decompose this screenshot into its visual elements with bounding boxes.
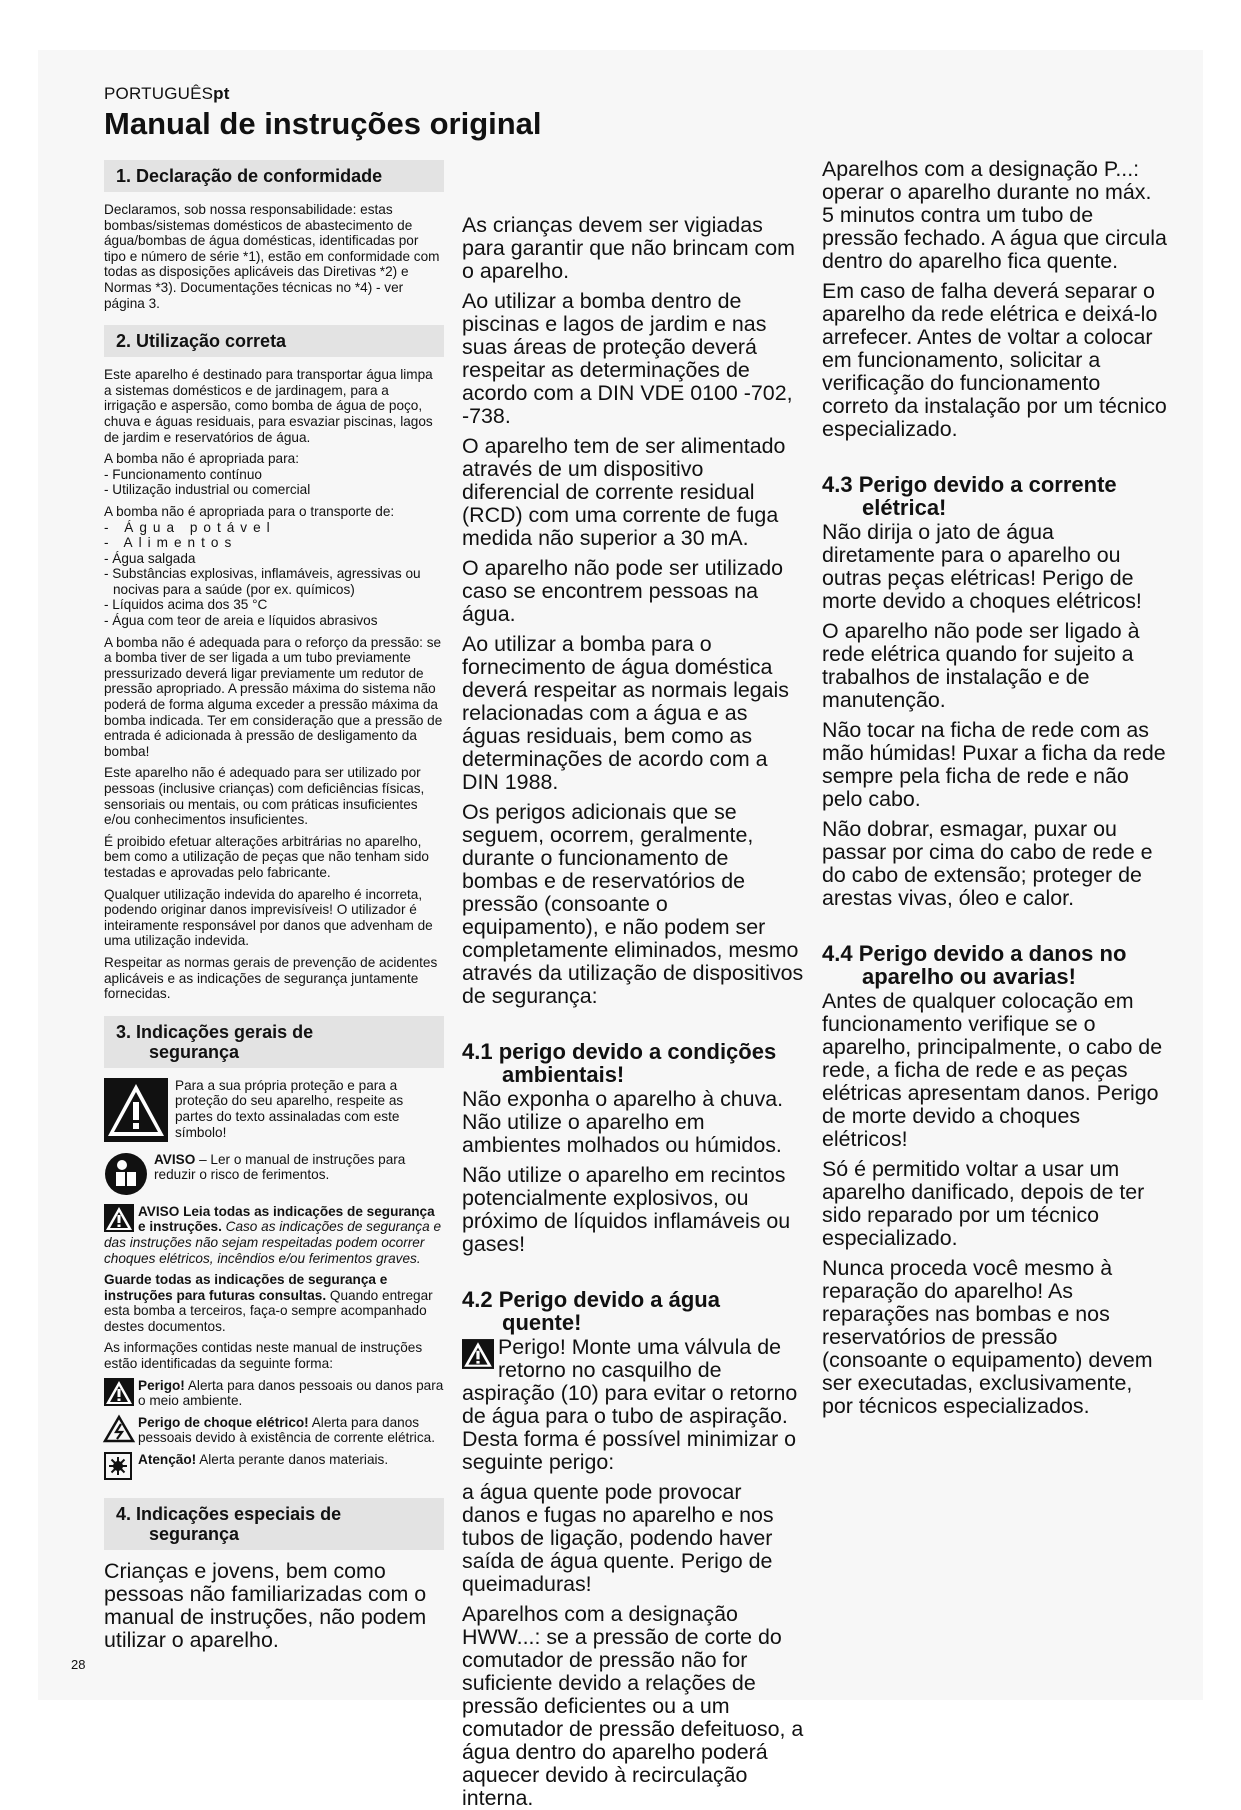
- s43-p2: O aparelho não pode ser ligado à rede elétrica quando for sujeito a trabalhos de instalação e de manutenção.: [822, 619, 1140, 712]
- column-1: [104, 160, 444, 1652]
- choque-note: Perigo de choque elétrico! Alerta para danos pessoais devido à existência de corrente elétrica.: [104, 1415, 444, 1446]
- danger-icon: [462, 1339, 494, 1369]
- aviso-note: [104, 1152, 444, 1196]
- atencao-note: Atenção! Alerta perante danos materiais.: [104, 1452, 444, 1468]
- list-item: - Líquidos acima dos 35 °C: [104, 597, 268, 613]
- column-2: [462, 158, 804, 1810]
- list-item: - Alimentos: [104, 535, 238, 551]
- language-label: PORTUGUÊSpt: [104, 84, 230, 103]
- s44-p3: Nunca proceda você mesmo à reparação do aparelho! As reparações nas bombas e nos reservatórios de pressão (consoante o equipamento) devem ser executadas, exclusivamente, por técnicos especializados.: [822, 1256, 1153, 1418]
- s2-p6: Respeitar as normas gerais de prevenção de acidentes aplicáveis e as indicações de segurança juntamente fornecidas.: [104, 954, 438, 1002]
- heading-4-4: 4.4 Perigo devido a danos no aparelho ou avarias!: [822, 941, 1127, 989]
- heading-4-3: 4.3 Perigo devido a corrente elétrica!: [822, 472, 1117, 520]
- s42-p2: a água quente pode provocar danos e fugas no aparelho e nos tubos de ligação, podendo haver saída de água quente. Perigo de queimaduras!: [462, 1480, 774, 1596]
- s42-p3: Aparelhos com a designação HWW...: se a pressão de corte do comutador de pressão não for suficiente devido a relações de pressão deficientes ou a um comutador de pressão defeituoso, a água dentro do aparelho poderá aquecer devido à recirculação interna.: [462, 1602, 804, 1810]
- keep-note: Guarde todas as indicações de segurança e instruções para futuras consultas. Quando entregar esta bomba a terceiros, faça-o sempre acompanhado destes documentos.: [104, 1272, 433, 1334]
- s4-children: As crianças devem ser vigiadas para garantir que não brincam com o aparelho.: [462, 213, 795, 283]
- section-3-heading: 3. Indicações gerais de segurança: [104, 1016, 444, 1068]
- s42-p4: Aparelhos com a designação P...: operar o aparelho durante no máx. 5 minutos contra um tubo de pressão fechado. A água que circula dentro do aparelho fica quente.: [822, 157, 1167, 273]
- s41-p2: Não utilize o aparelho em recintos potencialmente explosivos, ou próximo de líquidos inflamáveis ou gases!: [462, 1163, 791, 1256]
- list-item: - Utilização industrial ou comercial: [104, 482, 311, 498]
- s44-p1: Antes de qualquer colocação em funcionamento verifique se o aparelho, principalmente, o cabo de rede, a ficha de rede e as peças elétricas apresentam danos. Perigo de morte devido a choques elétricos!: [822, 989, 1163, 1151]
- symbol-note: [104, 1078, 444, 1142]
- s4-rcd: O aparelho tem de ser alimentado através de um dispositivo diferencial de corrente residual (RCD) com uma corrente de fuga medida não superior a 30 mA.: [462, 434, 786, 550]
- warning-triangle-icon: [104, 1078, 168, 1142]
- s44-p2: Só é permitido voltar a usar um aparelho danificado, depois de ter sido reparado por um técnico especializado.: [822, 1157, 1145, 1250]
- warning-icon: [104, 1204, 134, 1232]
- column-3: [822, 158, 1167, 1425]
- list-item: - Água potável: [104, 519, 276, 535]
- list-item: - Água salgada: [104, 550, 196, 566]
- perigo-note: Perigo! Alerta para danos pessoais ou danos para o meio ambiente.: [104, 1378, 444, 1409]
- heading-4-2: 4.2 Perigo devido a água quente!: [462, 1287, 720, 1335]
- s2-p4: É proibido efetuar alterações arbitrárias no aparelho, bem como a utilização de peças que não tenham sido testadas e aprovadas pelo fabricante.: [104, 833, 429, 880]
- aviso2-bold: AVISO Leia todas as indicações de segurança e instruções.: [138, 1203, 435, 1235]
- s4-intro: Crianças e jovens, bem como pessoas não familiarizadas com o manual de instruções, não podem utilizar o aparelho.: [104, 1558, 427, 1652]
- s42-p5: Em caso de falha deverá separar o aparelho da rede elétrica e deixá-lo arrefecer. Antes de voltar a colocar em funcionamento, solicitar a verificação do funcionamento correto da instalação por um técnico especializado.: [822, 279, 1167, 441]
- s2-p2: A bomba não é adequada para o reforço da pressão: se a bomba tiver de ser ligada a um tubo previamente pressurizado deverá ligar previamente um redutor de pressão apropriado. A pressão máxima do sistema não poderá de forma alguma exceder a pressão máxima da bomba indicada. Ter em consideração que a pressão de entrada é adicionada à pressão de desligamento da bomba!: [104, 634, 443, 759]
- s42-p1: Perigo! Monte uma válvula de retorno no casquilho de aspiração (10) para evitar o retorno de água para o tubo de aspiração. Desta forma é possível minimizar o seguinte perigo:: [462, 1335, 798, 1474]
- page-number: 28: [71, 1657, 86, 1672]
- section-1-heading: 1. Declaração de conformidade: [104, 160, 444, 192]
- heading-4-1: 4.1 perigo devido a condições ambientais!: [462, 1039, 777, 1087]
- s4-supply: Ao utilizar a bomba para o fornecimento de água doméstica deverá respeitar as normais legais relacionadas com a água e as águas residuais, bem como as determinações de acordo com a DIN 1988.: [462, 632, 789, 794]
- s4-persons: O aparelho não pode ser utilizado caso se encontrem pessoas na água.: [462, 556, 784, 626]
- attention-icon: [104, 1452, 132, 1480]
- s1-text: Declaramos, sob nossa responsabilidade: estas bombas/sistemas domésticos de abastecimento de água/bombas de água domésticas, identificadas por tipo e número de série *1), estão em conformidade com todas as disposições aplicáveis das Diretivas *2) e Normas *3). Documentações técnicas no *4) - ver página 3.: [104, 202, 440, 311]
- s2-p1: Este aparelho é destinado para transportar água limpa a sistemas domésticos e de jardinagem, para a irrigação e aspersão, como bomba de água de poço, chuva e águas residuais, para esvaziar piscinas, lagos de jardim e reservatórios de água.: [104, 367, 433, 445]
- s2-unsuitable-list: [104, 467, 444, 498]
- s43-p4: Não dobrar, esmagar, puxar ou passar por cima do cabo de rede e do cabo de extensão; proteger de arestas vivas, óleo e calor.: [822, 817, 1153, 910]
- aviso2-italic: Caso as indicações de segurança e das instruções não sejam respeitadas podem ocorrer choques elétricos, incêndios e/ou ferimentos graves.: [104, 1219, 442, 1266]
- list-item: - Funcionamento contínuo: [104, 466, 262, 482]
- s2-transport-list: [104, 520, 444, 629]
- s2-unsuitable-title: A bomba não é apropriada para:: [104, 451, 299, 467]
- s4-pool: Ao utilizar a bomba dentro de piscinas e lagos de jardim e nas suas áreas de proteção deverá respeitar as determinações de acordo com a DIN VDE 0100 -702, -738.: [462, 289, 793, 428]
- aviso-label: AVISO: [154, 1151, 196, 1167]
- danger-icon: [104, 1378, 134, 1406]
- list-item: - Água com teor de areia e líquidos abrasivos: [104, 613, 378, 629]
- s43-p1: Não dirija o jato de água diretamente para o aparelho ou outras peças elétricas! Perigo de morte devido a choques elétricos!: [822, 520, 1142, 613]
- section-2-heading: 2. Utilização correta: [104, 325, 444, 357]
- list-item: - Substâncias explosivas, inflamáveis, agressivas ou nocivas para a saúde (por ex. químicos): [104, 566, 421, 597]
- s2-p3: Este aparelho não é adequado para ser utilizado por pessoas (inclusive crianças) com deficiências físicas, sensoriais ou mentais, ou com práticas insuficientes e/ou conhecimentos insuficientes.: [104, 765, 425, 828]
- s41-p1: Não exponha o aparelho à chuva. Não utilize o aparelho em ambientes molhados ou húmidos.: [462, 1087, 784, 1157]
- read-manual-icon: [104, 1152, 148, 1196]
- info-text: As informações contidas neste manual de instruções estão identificadas da seguinte forma:: [104, 1340, 423, 1372]
- symbol-text: Para a sua própria proteção e para a proteção do seu aparelho, respeite as partes do texto assinaladas com este símbolo!: [175, 1077, 404, 1140]
- s2-transport-title: A bomba não é apropriada para o transporte de:: [104, 503, 395, 519]
- s4-danger: Os perigos adicionais que se seguem, ocorrem, geralmente, durante o funcionamento de bombas e de reservatórios de pressão (consoante o equipamento), e não podem ser completamente eliminados, mesmo através da utilização de dispositivos de segurança:: [462, 800, 804, 1008]
- page-title: Manual de instruções original: [104, 106, 542, 141]
- s4-intro-continued: [462, 158, 804, 208]
- section-4-heading: 4. Indicações especiais de segurança: [104, 1498, 444, 1550]
- aviso-text: – Ler o manual de instruções para reduzir o risco de ferimentos.: [154, 1151, 406, 1183]
- aviso2-note: [104, 1204, 444, 1266]
- electric-shock-icon: [104, 1415, 134, 1443]
- s43-p3: Não tocar na ficha de rede com as mão húmidas! Puxar a ficha da rede sempre pela ficha de rede e não pelo cabo.: [822, 718, 1166, 811]
- s2-p5: Qualquer utilização indevida do aparelho é incorreta, podendo originar danos imprevisíveis! O utilizador é inteiramente responsável por danos que advenham de uma utilização indevida.: [104, 886, 433, 949]
